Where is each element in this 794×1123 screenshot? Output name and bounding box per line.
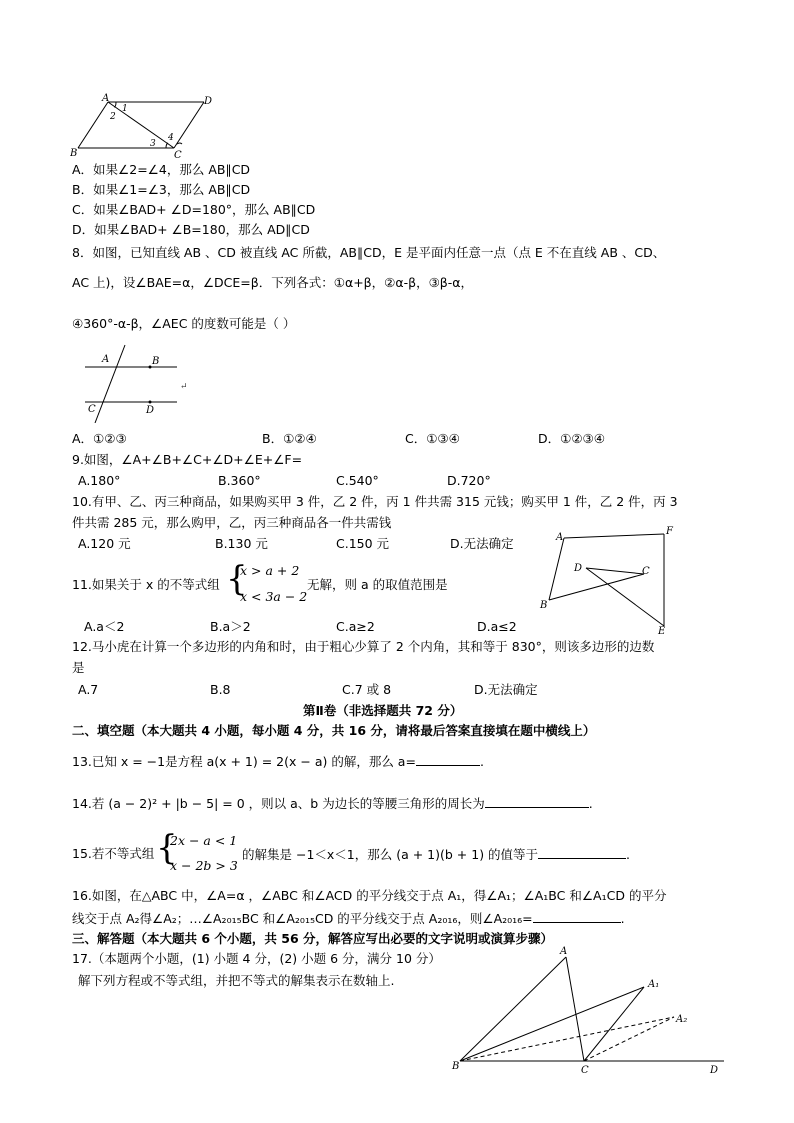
q7-option-c: C．如果∠BAD+ ∠D=180°，那么 AB∥CD [72,202,316,217]
q9-stem: 9.如图，∠A+∠B+∠C+∠D+∠E+∠F= [72,452,303,467]
q15-ineq2: x − 2b > 3 [170,858,238,873]
q10-option-d: D.无法确定 [450,536,514,551]
q7-label-a: A [102,93,110,104]
q16-label-d: D [710,1065,719,1075]
q13-text: 13.已知 x = −1是方程 a(x + 1) = 2(x − a) 的解，那么 a= [72,754,416,769]
q10-option-c: C.150 元 [336,536,390,551]
q14-answer-blank[interactable] [485,795,589,808]
q12-option-c: C.7 或 8 [342,682,392,697]
q16-label-b: B [452,1061,460,1072]
q13-row [72,753,484,770]
q9-label-c: C [642,566,650,577]
q7-angle-3: 3 [150,139,156,149]
q9-option-b: B.360° [218,473,261,488]
q7-angle-4: 4 [168,133,174,143]
q16-label-c: C [581,1065,589,1075]
q17-line1: 17.（本题两个小题，(1) 小题 4 分，(2) 小题 6 分，满分 10 分） [72,951,441,966]
q17-line2: 解下列方程或不等式组，并把不等式的解集表示在数轴上. [78,973,395,988]
q7-option-b: B．如果∠1=∠3，那么 AB∥CD [72,182,251,197]
q8-option-a: A．①②③ [72,431,127,446]
q11-prefix: 11.如果关于 x 的不等式组 [72,577,220,592]
q15-brace: { [156,828,178,868]
q10-option-b: B.130 元 [215,536,268,551]
q8-return-mark: ↵ [180,382,188,392]
q9-option-a: A.180° [78,473,121,488]
q7-angle-1: 1 [122,104,128,114]
q11-ineq2: x < 3a − 2 [240,589,308,604]
q9-label-e: E [658,626,666,634]
q15-suffix: 的解集是 −1＜x＜1，那么 (a + 1)(b + 1) 的值等于 [242,847,539,862]
q7-figure [70,92,220,160]
q9-option-d: D.720° [447,473,491,488]
q7-label-d: D [204,96,213,107]
q12-option-a: A.7 [78,682,99,697]
q10-option-a: A.120 元 [78,536,131,551]
q8-figure [80,343,195,423]
q8-label-d: D [146,405,155,416]
q8-line1: 8．如图，已知直线 AB 、CD 被直线 AC 所截，AB∥CD，E 是平面内任意一点（点 E 不在直线 AB 、CD、 [72,245,666,260]
q12-option-d: D.无法确定 [474,682,538,697]
q11-brace: { [226,559,248,599]
q11-suffix: 无解，则 a 的取值范围是 [307,577,448,592]
q12-line2: 是 [72,660,85,675]
q7-option-d: D．如果∠BAD+ ∠B=180，那么 AD∥CD [72,222,310,237]
q16-answer-blank[interactable] [533,910,621,923]
q8-label-b: B [152,356,160,367]
q16-line2: 线交于点 A₂得∠A₂；…∠A₂₀₁₅BC 和∠A₂₀₁₅CD 的平分线交于点 A₂₀₁₆，则∠A₂₀₁₆= [72,911,533,926]
q8-option-d: D．①②③④ [538,431,605,446]
q8-line2: AC 上)，设∠BAE=α，∠DCE=β．下列各式：①α+β，②α-β，③β-α， [72,275,474,290]
q15-end: . [626,847,631,862]
q16-row [72,910,625,927]
q9-figure [534,524,684,634]
q14-text: 14.若 (a − 2)² + |b − 5| = 0 ，则以 a、b 为边长的等腰三角形的周长为 [72,796,485,811]
q16-line1: 16.如图，在△ABC 中，∠A=α ，∠ABC 和∠ACD 的平分线交于点 A₁，得∠A₁；∠A₁BC 和∠A₁CD 的平分 [72,888,667,903]
q8-line3: ④360°-α-β，∠AEC 的度数可能是（ ） [72,316,296,331]
q7-label-c: C [174,150,182,160]
q15-prefix: 15.若不等式组 [72,846,155,861]
q15-answer-blank[interactable] [538,846,626,859]
q7-label-b: B [70,148,78,159]
q10-line2: 件共需 285 元，那么购甲，乙，丙三种商品各一件共需钱 [72,515,392,530]
q12-line1: 12.马小虎在计算一个多边形的内角和时，由于粗心少算了 2 个内角，其和等于 830°，则该多边形的边数 [72,639,655,654]
q9-label-d: D [574,563,583,574]
q13-answer-blank[interactable] [416,753,480,766]
q7-option-a: A．如果∠2=∠4，那么 AB∥CD [72,162,251,177]
q12-option-b: B.8 [210,682,231,697]
q16-label-a2: A₂ [676,1014,688,1025]
q11-option-a: A.a＜2 [84,619,125,634]
q9-option-c: C.540° [336,473,379,488]
q14-end: . [588,796,593,811]
section2-heading: 二、填空题（本大题共 4 小题，每小题 4 分，共 16 分，请将最后答案直接填在题中横线上） [72,723,596,738]
q15-ineq1: 2x − a < 1 [170,833,238,848]
q16-label-a1: A₁ [648,979,660,990]
q11-ineq1: x > a + 2 [240,563,300,578]
q9-label-a: A [556,532,564,543]
q11-option-d: D.a≤2 [477,619,517,634]
q11-option-c: C.a≥2 [336,619,375,634]
q7-angle-2: 2 [110,112,116,122]
part2-title: 第Ⅱ卷（非选择题共 72 分） [303,703,463,718]
q8-label-a: A [102,354,110,365]
q8-option-b: B．①②④ [262,431,317,446]
q8-option-c: C．①③④ [405,431,460,446]
q15-row [242,846,630,863]
q16-end: . [620,911,625,926]
q9-label-f: F [666,526,673,537]
q16-figure [446,943,732,1075]
q11-option-b: B.a＞2 [210,619,251,634]
q16-label-a: A [560,946,568,957]
q14-row [72,795,593,812]
q9-label-b: B [540,600,548,611]
section3-heading: 三、解答题（本大题共 6 个小题，共 56 分，解答应写出必要的文字说明或演算步骤） [72,931,554,946]
q10-line1: 10.有甲、乙、丙三种商品，如果购买甲 3 件，乙 2 件，丙 1 件共需 315 元钱；购买甲 1 件，乙 2 件，丙 3 [72,494,678,509]
q8-label-c: C [88,404,96,415]
q13-end: . [479,754,484,769]
